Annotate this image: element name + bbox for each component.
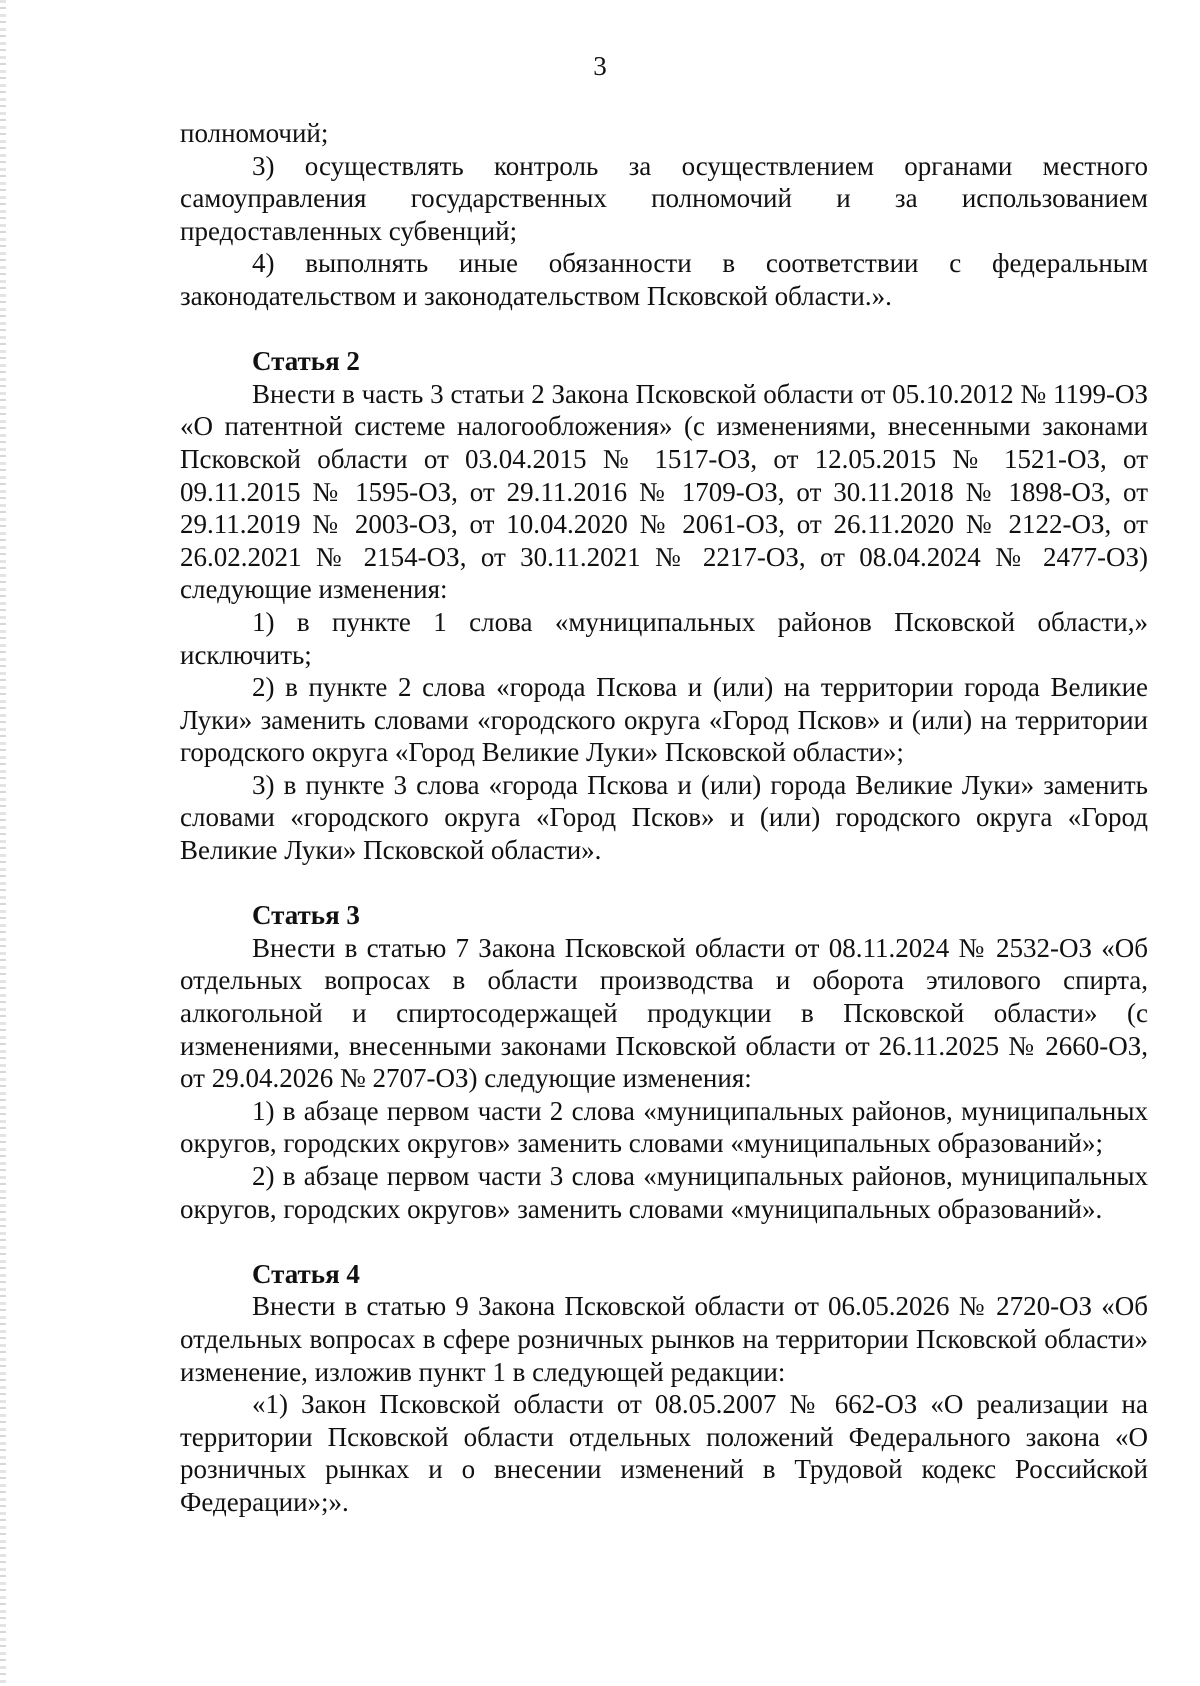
article-2-heading: Статья 2: [252, 346, 360, 377]
article-4-heading: Статья 4: [252, 1258, 360, 1289]
article-2-item-1: 1) в пункте 1 слова «муниципальных районов Псковской области,» исключить;: [180, 606, 1148, 670]
article-3-item-2: 2) в абзаце первом части 3 слова «муниципальных районов, муниципальных округов, городских округов» заменить словами «муниципальных образований».: [180, 1161, 1148, 1224]
page-number: 3: [593, 51, 607, 81]
article-3-item-1: 1) в абзаце первом части 2 слова «муниципальных районов, муниципальных округов, городских округов» заменить словами «муниципальных образований»;: [180, 1095, 1148, 1159]
article-4-item-1: «1) Закон Псковской области от 08.05.2007 № 662-ОЗ «О реализации на территории Псковской области отдельных положений Федерального закона «О розничных рынках и о внесении изменений в Трудовой кодекс Российской Федерации»;».: [180, 1389, 1148, 1517]
spacer: [180, 313, 1148, 346]
article-2-item-2: 2) в пункте 2 слова «города Пскова и (или) на территории города Великие Луки» заменить словами «городского округа «Город Псков» и (или) на территории городского округа «Город Великие Луки» Псковской области»;: [180, 672, 1148, 768]
article-3-intro: Внести в статью 7 Закона Псковской области от 08.11.2024 № 2532-ОЗ «Об отдельных вопросах в области производства и оборота этилового спирта, алкогольной и спиртосодержащей продукции в Псковской области» (с изменениями, внесенными законами Псковской области от 26.11.2025 № 2660-ОЗ, от 29.04.2026 № 2707-ОЗ) следующие изменения:: [180, 932, 1148, 1094]
paragraph-continuation: полномочий;: [180, 118, 329, 148]
spacer: [180, 1225, 1148, 1258]
paragraph-item-4: 4) выполнять иные обязанности в соответствии с федеральным законодательством и законодательством Псковской области.».: [180, 248, 1148, 311]
article-2-intro: Внести в часть 3 статьи 2 Закона Псковской области от 05.10.2012 № 1199-ОЗ «О патентной системе налогообложения» (с изменениями, внесенными законами Псковской области от 03.04.2015 № 1517-ОЗ, от 12.05.2015 № 1521-ОЗ, от 09.11.2015 № 1595-ОЗ, от 29.11.2016 № 1709-ОЗ, от 30.11.2018 № 1898-ОЗ, от 29.11.2019 № 2003-ОЗ, от 10.04.2020 № 2061-ОЗ, от 26.11.2020 № 2122-ОЗ, от 26.02.2021 № 2154-ОЗ, от 30.11.2021 № 2217-ОЗ, от 08.04.2024 № 2477-ОЗ) следующие изменения:: [180, 378, 1148, 605]
scan-edge: [0, 0, 6, 1686]
document-body: [180, 117, 1148, 1519]
article-3-heading: Статья 3: [252, 900, 360, 931]
spacer: [180, 867, 1148, 900]
article-4-intro: Внести в статью 9 Закона Псковской области от 06.05.2026 № 2720-ОЗ «Об отдельных вопросах в сфере розничных рынков на территории Псковской области» изменение, изложив пункт 1 в следующей редакции:: [180, 1291, 1148, 1387]
article-2-item-3: 3) в пункте 3 слова «города Пскова и (или) города Великие Луки» заменить словами «городского округа «Город Псков» и (или) городского округа «Город Великие Луки» Псковской области».: [180, 769, 1148, 866]
paragraph-item-3: 3) осуществлять контроль за осуществлением органами местного самоуправления государственных полномочий и за использованием предоставленных субвенций;: [180, 150, 1148, 246]
